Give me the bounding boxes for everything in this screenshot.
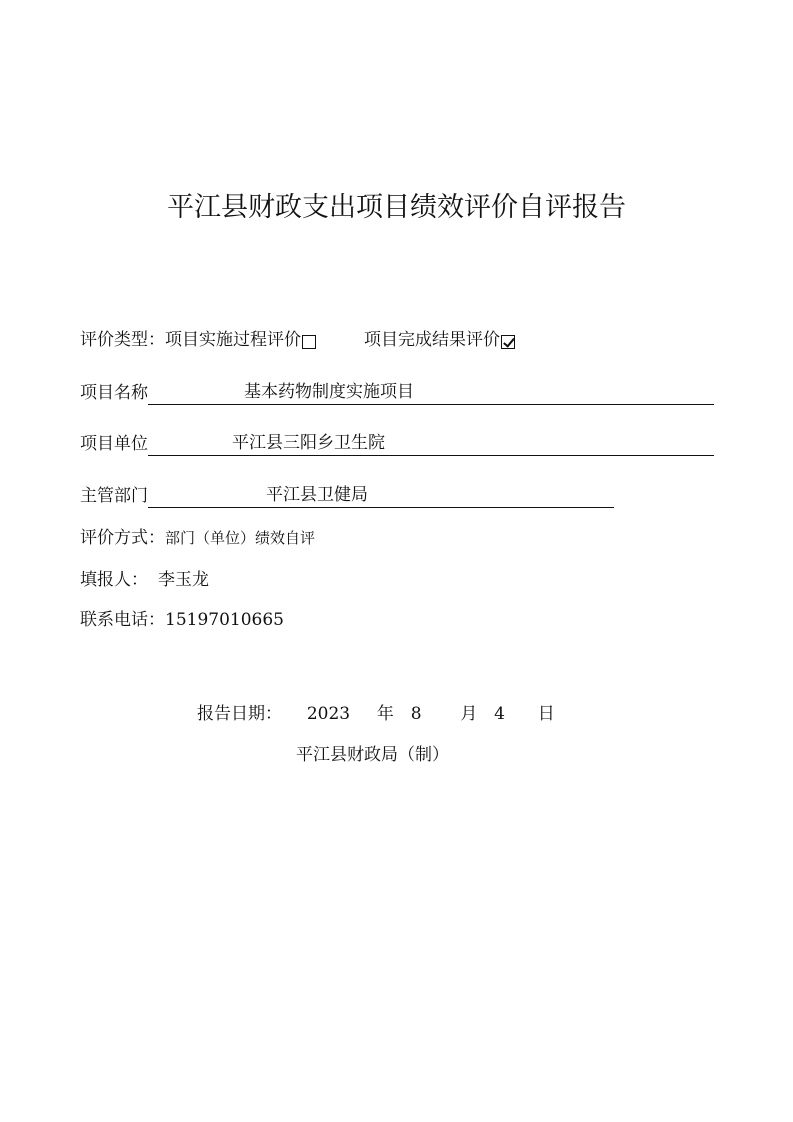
competent-dept-row <box>80 483 614 508</box>
eval-type-label: 评价类型： <box>80 330 165 350</box>
project-unit-label: 项目单位 <box>80 434 148 454</box>
process-eval-checkbox[interactable] <box>302 335 316 349</box>
filler-label: 填报人： <box>80 570 148 590</box>
report-date-day: 4 <box>494 704 505 724</box>
eval-type-row <box>80 328 515 352</box>
eval-type-option-process: 项目实施过程评价 <box>165 330 301 350</box>
project-unit-row <box>80 431 714 456</box>
filler-value: 李玉龙 <box>158 570 209 590</box>
project-name-value: 基本药物制度实施项目 <box>244 382 414 402</box>
project-name-row <box>80 380 714 405</box>
eval-type-option-result: 项目完成结果评价 <box>364 330 500 350</box>
result-eval-checkbox[interactable] <box>501 335 515 349</box>
report-date-line <box>197 702 555 726</box>
filler-row <box>80 568 209 592</box>
phone-label: 联系电话： <box>80 610 165 630</box>
report-date-label: 报告日期： <box>197 704 282 724</box>
competent-dept-field <box>148 483 614 508</box>
eval-method-label: 评价方式： <box>80 528 165 548</box>
phone-value: 15197010665 <box>165 610 284 630</box>
project-name-label: 项目名称 <box>80 383 148 403</box>
project-unit-value: 平江县三阳乡卫生院 <box>232 433 385 453</box>
report-date-month-unit: 月 <box>460 704 478 724</box>
eval-method-row <box>80 526 315 550</box>
report-date-year-unit: 年 <box>376 704 394 724</box>
report-title: 平江县财政支出项目绩效评价自评报告 <box>167 192 626 223</box>
report-date-day-unit: 日 <box>537 704 555 724</box>
project-name-field <box>148 380 714 405</box>
competent-dept-value: 平江县卫健局 <box>266 485 368 505</box>
eval-method-value: 部门（单位）绩效自评 <box>165 529 316 547</box>
phone-row <box>80 608 284 632</box>
project-unit-field <box>148 431 714 456</box>
report-date-month: 8 <box>410 704 422 724</box>
competent-dept-label: 主管部门 <box>80 486 148 506</box>
report-date-year: 2023 <box>306 704 351 724</box>
issuer-line: 平江县财政局（制） <box>296 745 449 765</box>
